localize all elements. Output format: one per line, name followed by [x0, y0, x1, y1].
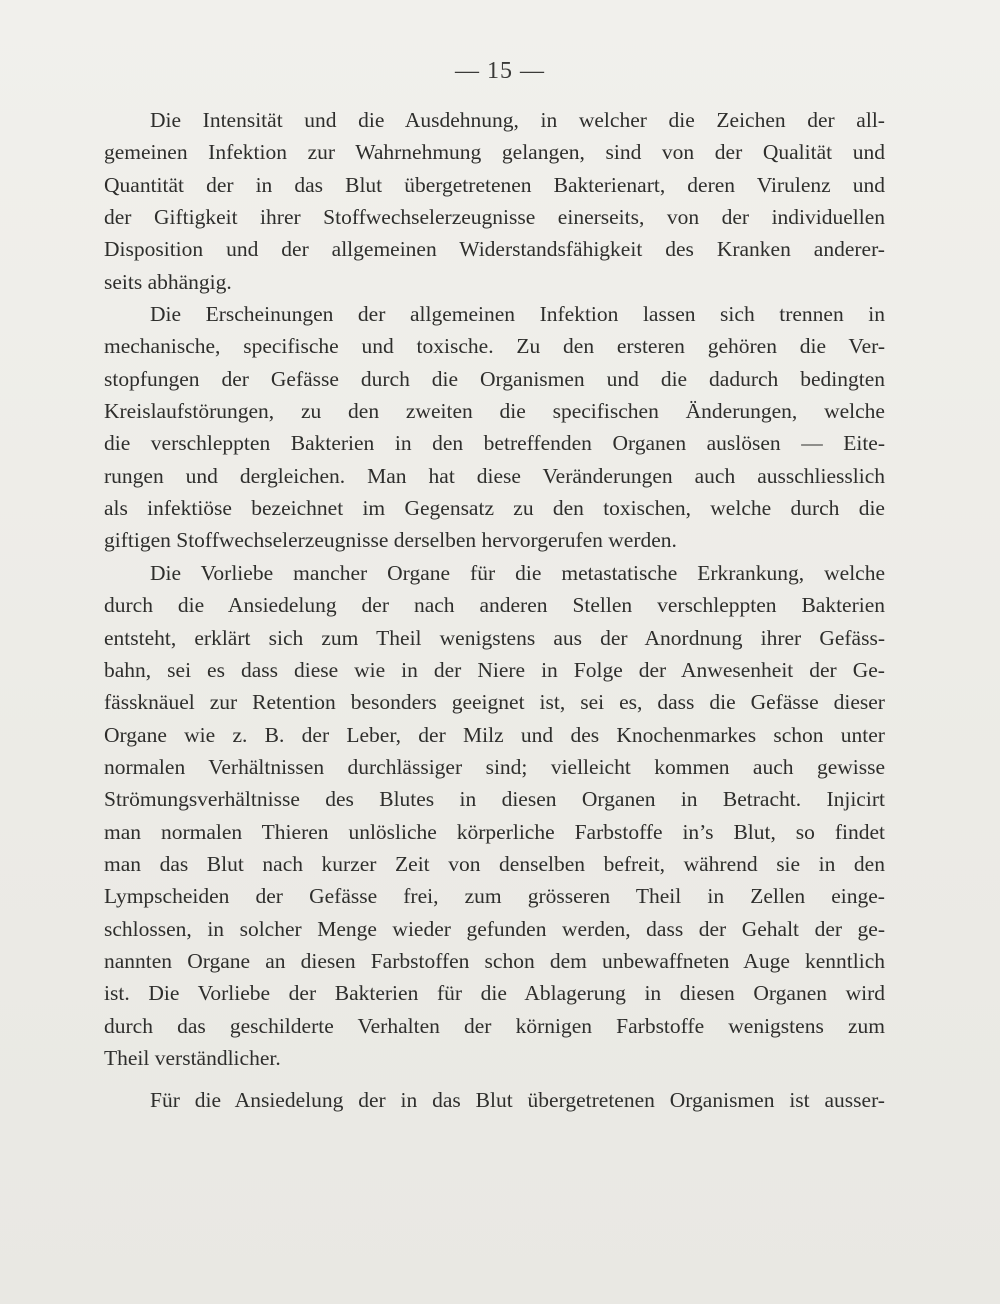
paragraph-4 — [104, 1084, 885, 1116]
text-line: seits abhängig. — [104, 269, 232, 294]
text-line: nannten Organe an diesen Farbstoffen schon dem unbewaffneten Auge kenntlich — [104, 948, 886, 973]
text-line: giftigen Stoffwechselerzeugnisse derselben hervorgerufen werden. — [104, 528, 677, 553]
paragraph-3 — [104, 557, 885, 1075]
text-line: stopfungen der Gefässe durch die Organismen und die dadurch bedingten — [104, 366, 886, 391]
text-line: als infektiöse bezeichnet im Gegensatz zu den toxischen, welche durch die — [104, 496, 885, 521]
text-line: normalen Verhältnissen durchlässiger sind; vielleicht kommen auch gewisse — [104, 754, 886, 779]
text-line: man das Blut nach kurzer Zeit von denselben befreit, während sie in den — [104, 851, 885, 876]
text-line: Quantität der in das Blut übergetretenen Bakterienart, deren Virulenz und — [104, 172, 885, 197]
text-line: Strömungsverhältnisse des Blutes in diesen Organen in Betracht. Injicirt — [104, 787, 885, 812]
text-line: Die Erscheinungen der allgemeinen Infektion lassen sich trennen in — [150, 302, 886, 327]
text-line: mechanische, specifische und toxische. Zu den ersteren gehören die Ver- — [104, 334, 886, 359]
text-line: Theil verständlicher. — [104, 1045, 281, 1070]
text-line: Kreislaufstörungen, zu den zweiten die specifischen Änderungen, welche — [104, 399, 885, 424]
body-text — [104, 104, 885, 1117]
text-line: die verschleppten Bakterien in den betreffenden Organen auslösen — Eite- — [104, 431, 886, 456]
text-line: man normalen Thieren unlösliche körperliche Farbstoffe in’s Blut, so findet — [104, 819, 885, 844]
paragraph-1 — [104, 104, 885, 298]
text-line: entsteht, erklärt sich zum Theil wenigstens aus der Anordnung ihrer Gefäss- — [104, 625, 885, 650]
text-line: durch die Ansiedelung der nach anderen Stellen verschleppten Bakterien — [104, 593, 886, 618]
text-line: Disposition und der allgemeinen Widerstandsfähigkeit des Kranken anderer- — [104, 237, 885, 262]
text-line: fässknäuel zur Retention besonders geeignet ist, sei es, dass die Gefässe dieser — [104, 690, 885, 715]
text-line: Organe wie z. B. der Leber, der Milz und des Knochenmarkes schon unter — [104, 722, 885, 747]
paragraph-gap — [104, 1074, 885, 1084]
text-line: schlossen, in solcher Menge wieder gefunden werden, dass der Gehalt der ge- — [104, 916, 886, 941]
text-line: Für die Ansiedelung der in das Blut übergetretenen Organismen ist ausser- — [150, 1088, 885, 1113]
text-line: Lympscheiden der Gefässe frei, zum grösseren Theil in Zellen einge- — [104, 884, 885, 909]
text-line: rungen und dergleichen. Man hat diese Veränderungen auch ausschliesslich — [104, 463, 885, 488]
paragraph-2 — [104, 298, 885, 557]
text-line: Die Intensität und die Ausdehnung, in welcher die Zeichen der all- — [150, 108, 885, 132]
text-line: Die Vorliebe mancher Organe für die metastatische Erkrankung, welche — [150, 560, 886, 585]
text-line: der Giftigkeit ihrer Stoffwechselerzeugnisse einerseits, von der individuellen — [104, 205, 886, 230]
text-line: ist. Die Vorliebe der Bakterien für die Ablagerung in diesen Organen wird — [104, 981, 886, 1006]
text-line: gemeinen Infektion zur Wahrnehmung gelangen, sind von der Qualität und — [104, 140, 885, 165]
page-number: — 15 — — [455, 58, 545, 84]
text-line: durch das geschilderte Verhalten der körnigen Farbstoffe wenigstens zum — [104, 1013, 885, 1038]
text-line: bahn, sei es dass diese wie in der Niere in Folge der Anwesenheit der Ge- — [104, 657, 885, 682]
